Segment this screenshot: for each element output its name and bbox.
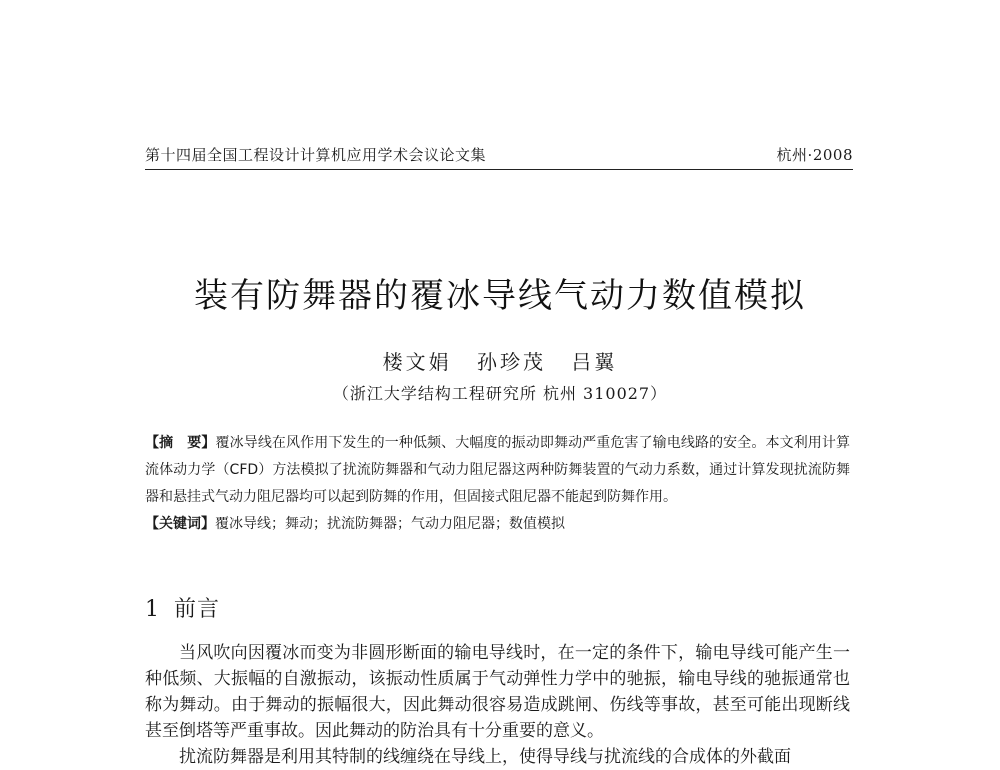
proceedings-title: 第十四届全国工程设计计算机应用学术会议论文集 <box>145 146 487 164</box>
authors: 楼文娟 孙珍茂 吕翼 <box>382 350 618 374</box>
paragraph-1: 当风吹向因覆冰而变为非圆形断面的输电导线时，在一定的条件下，输电导线可能产生一种低频、大振幅的自激振动，该振动性质属于气动弹性力学中的驰振，输电导线的驰振通常也称为舞动。由于舞动的振幅很大，因此舞动很容易造成跳闸、伤线等事故，甚至可能出现断线甚至倒塔等严重事故。因此舞动的防治具有十分重要的意义。 <box>145 643 850 741</box>
paragraph-2: 扰流防舞器是利用其特制的线缠绕在导线上，使得导线与扰流线的合成体的外截面 <box>179 747 791 767</box>
keywords-text: 覆冰导线；舞动；扰流防舞器；气动力阻尼器；数值模拟 <box>215 516 565 532</box>
paper-title: 装有防舞器的覆冰导线气动力数值模拟 <box>194 276 806 316</box>
running-header <box>145 143 853 170</box>
venue-year: 杭州·2008 <box>776 146 853 164</box>
section-number: 1 <box>145 597 160 622</box>
abstract-text: 覆冰导线在风作用下发生的一种低频、大幅度的振动即舞动严重危害了输电线路的安全。本文利用计算流体动力学（CFD）方法模拟了扰流防舞器和气动力阻尼器这两种防舞装置的气动力系数，通过计算发现扰流防舞器和悬挂式气动力阻尼器均可以起到防舞的作用，但固接式阻尼器不能起到防舞作用。 <box>145 435 851 505</box>
abstract <box>145 430 850 511</box>
abstract-label: 【摘 要】 <box>145 435 216 451</box>
abstract-block <box>145 430 850 538</box>
body-text <box>145 640 850 770</box>
section-heading <box>145 592 220 623</box>
keywords-label: 【关键词】 <box>145 516 215 532</box>
section-title: 前言 <box>174 597 221 622</box>
keywords <box>145 511 850 538</box>
affiliation: （浙江大学结构工程研究所 杭州 310027） <box>332 384 668 403</box>
